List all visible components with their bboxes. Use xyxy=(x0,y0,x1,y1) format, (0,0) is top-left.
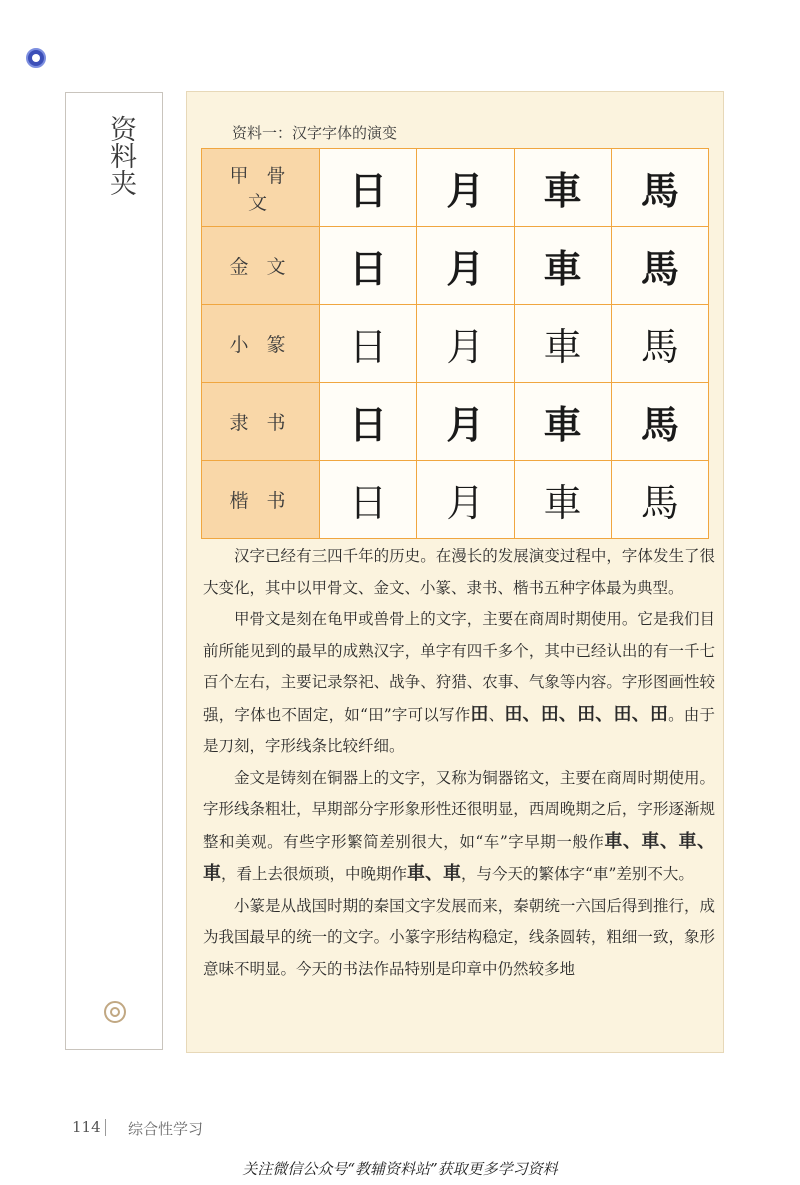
table-row xyxy=(202,383,709,461)
glyph-yue: 月 xyxy=(417,383,514,461)
target-ornament-icon xyxy=(104,1001,126,1023)
script-name: 甲骨文 xyxy=(202,149,320,227)
paragraph-text: 金文是铸刻在铜器上的文字，又称为铜器铭文，主要在商周时期使用。字形线条粗壮，早期部分字形象形性还很明显，西周晚期之后，字形逐渐规整和美观。有些字形繁简差别很大，如“车”字早期一般作 xyxy=(203,768,715,851)
script-name: 小篆 xyxy=(202,305,320,383)
paragraph-text: 小篆是从战国时期的秦国文字发展而来，秦朝统一六国后得到推行，成为我国最早的统一的文字。小篆字形结构稳定，线条圆转，粗细一致，象形意味不明显。今天的书法作品特别是印章中仍然较多地 xyxy=(203,896,715,978)
glyph-che: 車 xyxy=(514,461,611,539)
material-panel xyxy=(186,91,724,1053)
table-row xyxy=(202,461,709,539)
glyph-ri: 日 xyxy=(320,149,417,227)
paragraph-intro xyxy=(203,541,715,604)
glyph-che: 車 xyxy=(514,149,611,227)
paragraph-text: ，与今天的繁体字“車”差别不大。 xyxy=(461,865,694,883)
panel-heading: 资料一：汉字字体的演变 xyxy=(232,124,398,142)
table-row xyxy=(202,149,709,227)
glyph-che: 車 xyxy=(514,305,611,383)
glyph-ma: 馬 xyxy=(611,461,708,539)
paragraph-text: 。由于是刀刻，字形线条比较纤细。 xyxy=(203,705,715,755)
paragraph-small-seal xyxy=(203,891,715,986)
glyph-yue: 月 xyxy=(417,461,514,539)
inline-glyph-che-late: 車、車 xyxy=(407,863,462,884)
inline-glyph-che-early: 車、車、車、車 xyxy=(203,830,715,884)
footer-divider xyxy=(105,1119,106,1136)
glyph-che: 車 xyxy=(514,227,611,305)
glyph-ri: 日 xyxy=(320,305,417,383)
paragraph-oracle-bone xyxy=(203,604,715,763)
paragraph-bronze xyxy=(203,763,715,891)
glyph-ma: 馬 xyxy=(611,149,708,227)
section-title: 综合性学习 xyxy=(128,1120,204,1138)
glyph-ri: 日 xyxy=(320,461,417,539)
glyph-yue: 月 xyxy=(417,305,514,383)
body-text xyxy=(203,541,715,985)
glyph-che: 車 xyxy=(514,383,611,461)
paragraph-text: 、 xyxy=(488,705,505,724)
watermark-text: 关注微信公众号“教辅资料站”获取更多学习资料 xyxy=(242,1160,558,1178)
inline-glyph-tian: 田 xyxy=(470,703,489,725)
glyph-ma: 馬 xyxy=(611,305,708,383)
sidebar-box xyxy=(65,92,163,1050)
page-number: 114 xyxy=(72,1118,101,1136)
paragraph-text: 汉字已经有三四千年的历史。在漫长的发展演变过程中，字体发生了很大变化，其中以甲骨文、金文、小篆、隶书、楷书五种字体最为典型。 xyxy=(203,547,715,597)
paragraph-text: ，看上去很烦琐，中晚期作 xyxy=(221,865,408,883)
script-name: 金文 xyxy=(202,227,320,305)
script-name: 楷书 xyxy=(202,461,320,539)
paragraph-text: 甲骨文是刻在龟甲或兽骨上的文字，主要在商周时期使用。它是我们目前所能见到的最早的成熟汉字，单字有四千多个，其中已经认出的有一千七百个左右，主要记录祭祀、战争、狩猎、农事、气象等内容。字形图画性较强，字体也不固定，如“田”字可以写作 xyxy=(203,610,715,724)
sidebar-title: 资料夹 xyxy=(105,115,136,196)
inline-glyph-tian-variants: 田、田、田、田、田 xyxy=(504,703,669,725)
glyph-ri: 日 xyxy=(320,383,417,461)
table-row xyxy=(202,305,709,383)
glyph-ma: 馬 xyxy=(611,227,708,305)
glyph-yue: 月 xyxy=(417,227,514,305)
table-row xyxy=(202,227,709,305)
glyph-ma: 馬 xyxy=(611,383,708,461)
glyph-ri: 日 xyxy=(320,227,417,305)
publisher-logo-icon xyxy=(26,48,46,68)
script-name: 隶书 xyxy=(202,383,320,461)
script-evolution-table xyxy=(201,148,709,539)
glyph-yue: 月 xyxy=(417,149,514,227)
